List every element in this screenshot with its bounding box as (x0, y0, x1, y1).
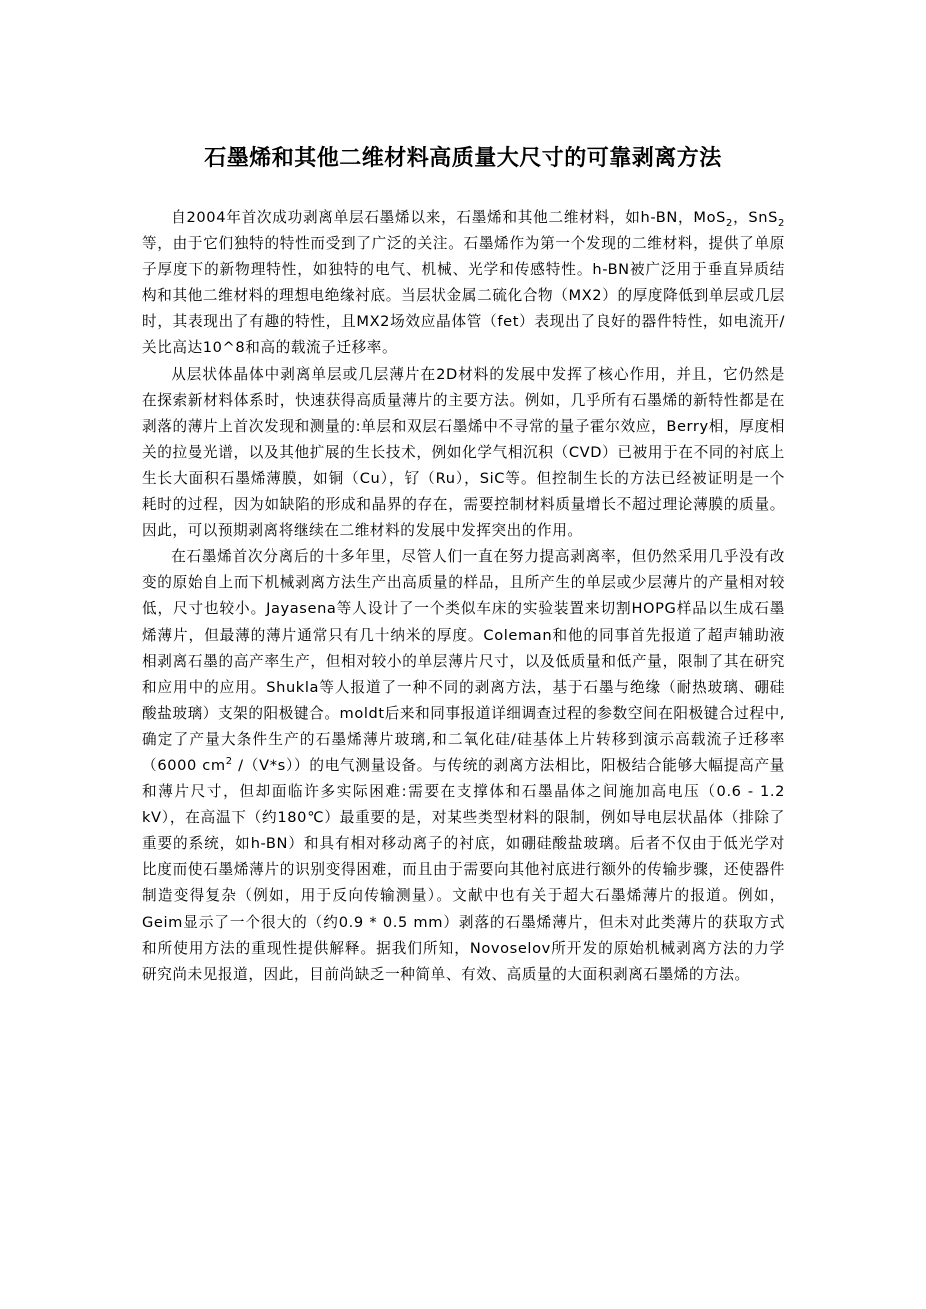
paragraph-text: 从层状体晶体中剥离单层或几层薄片在2D材料的发展中发挥了核心作用，并且，它仍然是在探索新材料体系时，快速获得高质量薄片的主要方法。例如，几乎所有石墨烯的新特性都是在剥落的薄片上首次发现和测量的:单层和双层石墨烯中不寻常的量子霍尔效应，Berry相，厚度相关的拉曼光谱，以及其他扩展的生长技术，例如化学气相沉积（CVD）已被用于在不同的衬底上生长大面积石墨烯薄膜，如铜（Cu），钌（Ru），SiC等。但控制生长的方法已经被证明是一个耗时的过程，因为如缺陷的形成和晶界的存在，需要控制材料质量增长不超过理论薄膜的质量。因此，可以预期剥离将继续在二维材料的发展中发挥突出的作用。 (142, 365, 785, 540)
paragraph-text: 在石墨烯首次分离后的十多年里，尽管人们一直在努力提高剥离率，但仍然采用几乎没有改变的原始自上而下机械剥离方法生产出高质量的样品，且所产生的单层或少层薄片的产量相对较低，尺寸也较小。Jayasena等人设计了一个类似车床的实验装置来切割HOPG样品以生成石墨烯薄片，但最薄的薄片通常只有几十纳米的厚度。Coleman和他的同事首先报道了超声辅助液相剥离石墨的高产率生产，但相对较小的单层薄片尺寸，以及低质量和低产量，限制了其在研究和应用中的应用。Shukla等人报道了一种不同的剥离方法，基于石墨与绝缘（耐热玻璃、硼硅酸盐玻璃）支架的阳极键合。moldt后来和同事报道详细调查过程的参数空间在阳极键合过程中,确定了产量大条件生产的石墨烯薄片玻璃,和二氧化硅/硅基体上片转移到演示高载流子迁移率（6000 cm (142, 548, 785, 774)
subscript-text: 2 (725, 217, 733, 229)
paragraph-3 (142, 544, 785, 988)
superscript-text: 2 (225, 756, 233, 768)
paragraph-text: /（V*s））的电气测量设备。与传统的剥离方法相比，阳极结合能够大幅提高产量和薄片尺寸，但却面临许多实际困难:需要在支撑体和石墨晶体之间施加高电压（0.6 - 1.2 kV），在高温下（约180℃）最重要的是，对某些类型材料的限制，例如导电层状晶体（排除了重要的系统，如h-BN）和具有相对移动离子的衬底，如硼硅酸盐玻璃。后者不仅由于低光学对比度而使石墨烯薄片的识别变得困难，而且由于需要向其他衬底进行额外的传输步骤，还使器件制造变得复杂（例如，用于反向传输测量）。文献中也有关于超大石墨烯薄片的报道。例如，Geim显示了一个很大的（约0.9 * 0.5 mm）剥落的石墨烯薄片，但未对此类薄片的获取方式和所使用方法的重现性提供解释。据我们所知，Novoselov所开发的原始机械剥离方法的力学研究尚未见报道，因此，目前尚缺乏一种简单、有效、高质量的大面积剥离石墨烯的方法。 (142, 756, 785, 983)
subscript-text: 2 (778, 217, 785, 229)
paragraph-text: ，SnS (732, 209, 779, 226)
paragraph-text: 等，由于它们独特的特性而受到了广泛的关注。石墨烯作为第一个发现的二维材料，提供了单原子厚度下的新物理特性，如独特的电气、机械、光学和传感特性。h-BN被广泛用于垂直异质结构和其他二维材料的理想电绝缘衬底。当层状金属二硫化合物（MX2）的厚度降低到单层或几层时，其表现出了有趣的特性，且MX2场效应晶体管（fet）表现出了良好的器件特性，如电流开/关比高达10^8和高的载流子迁移率。 (142, 235, 785, 357)
document-title: 石墨烯和其他二维材料高质量大尺寸的可靠剥离方法 (204, 146, 722, 171)
paragraph-text: 自2004年首次成功剥离单层石墨烯以来，石墨烯和其他二维材料，如h-BN，MoS (171, 209, 726, 226)
document-body (142, 205, 785, 988)
paragraph-1 (142, 205, 785, 362)
paragraph-2 (142, 362, 785, 545)
